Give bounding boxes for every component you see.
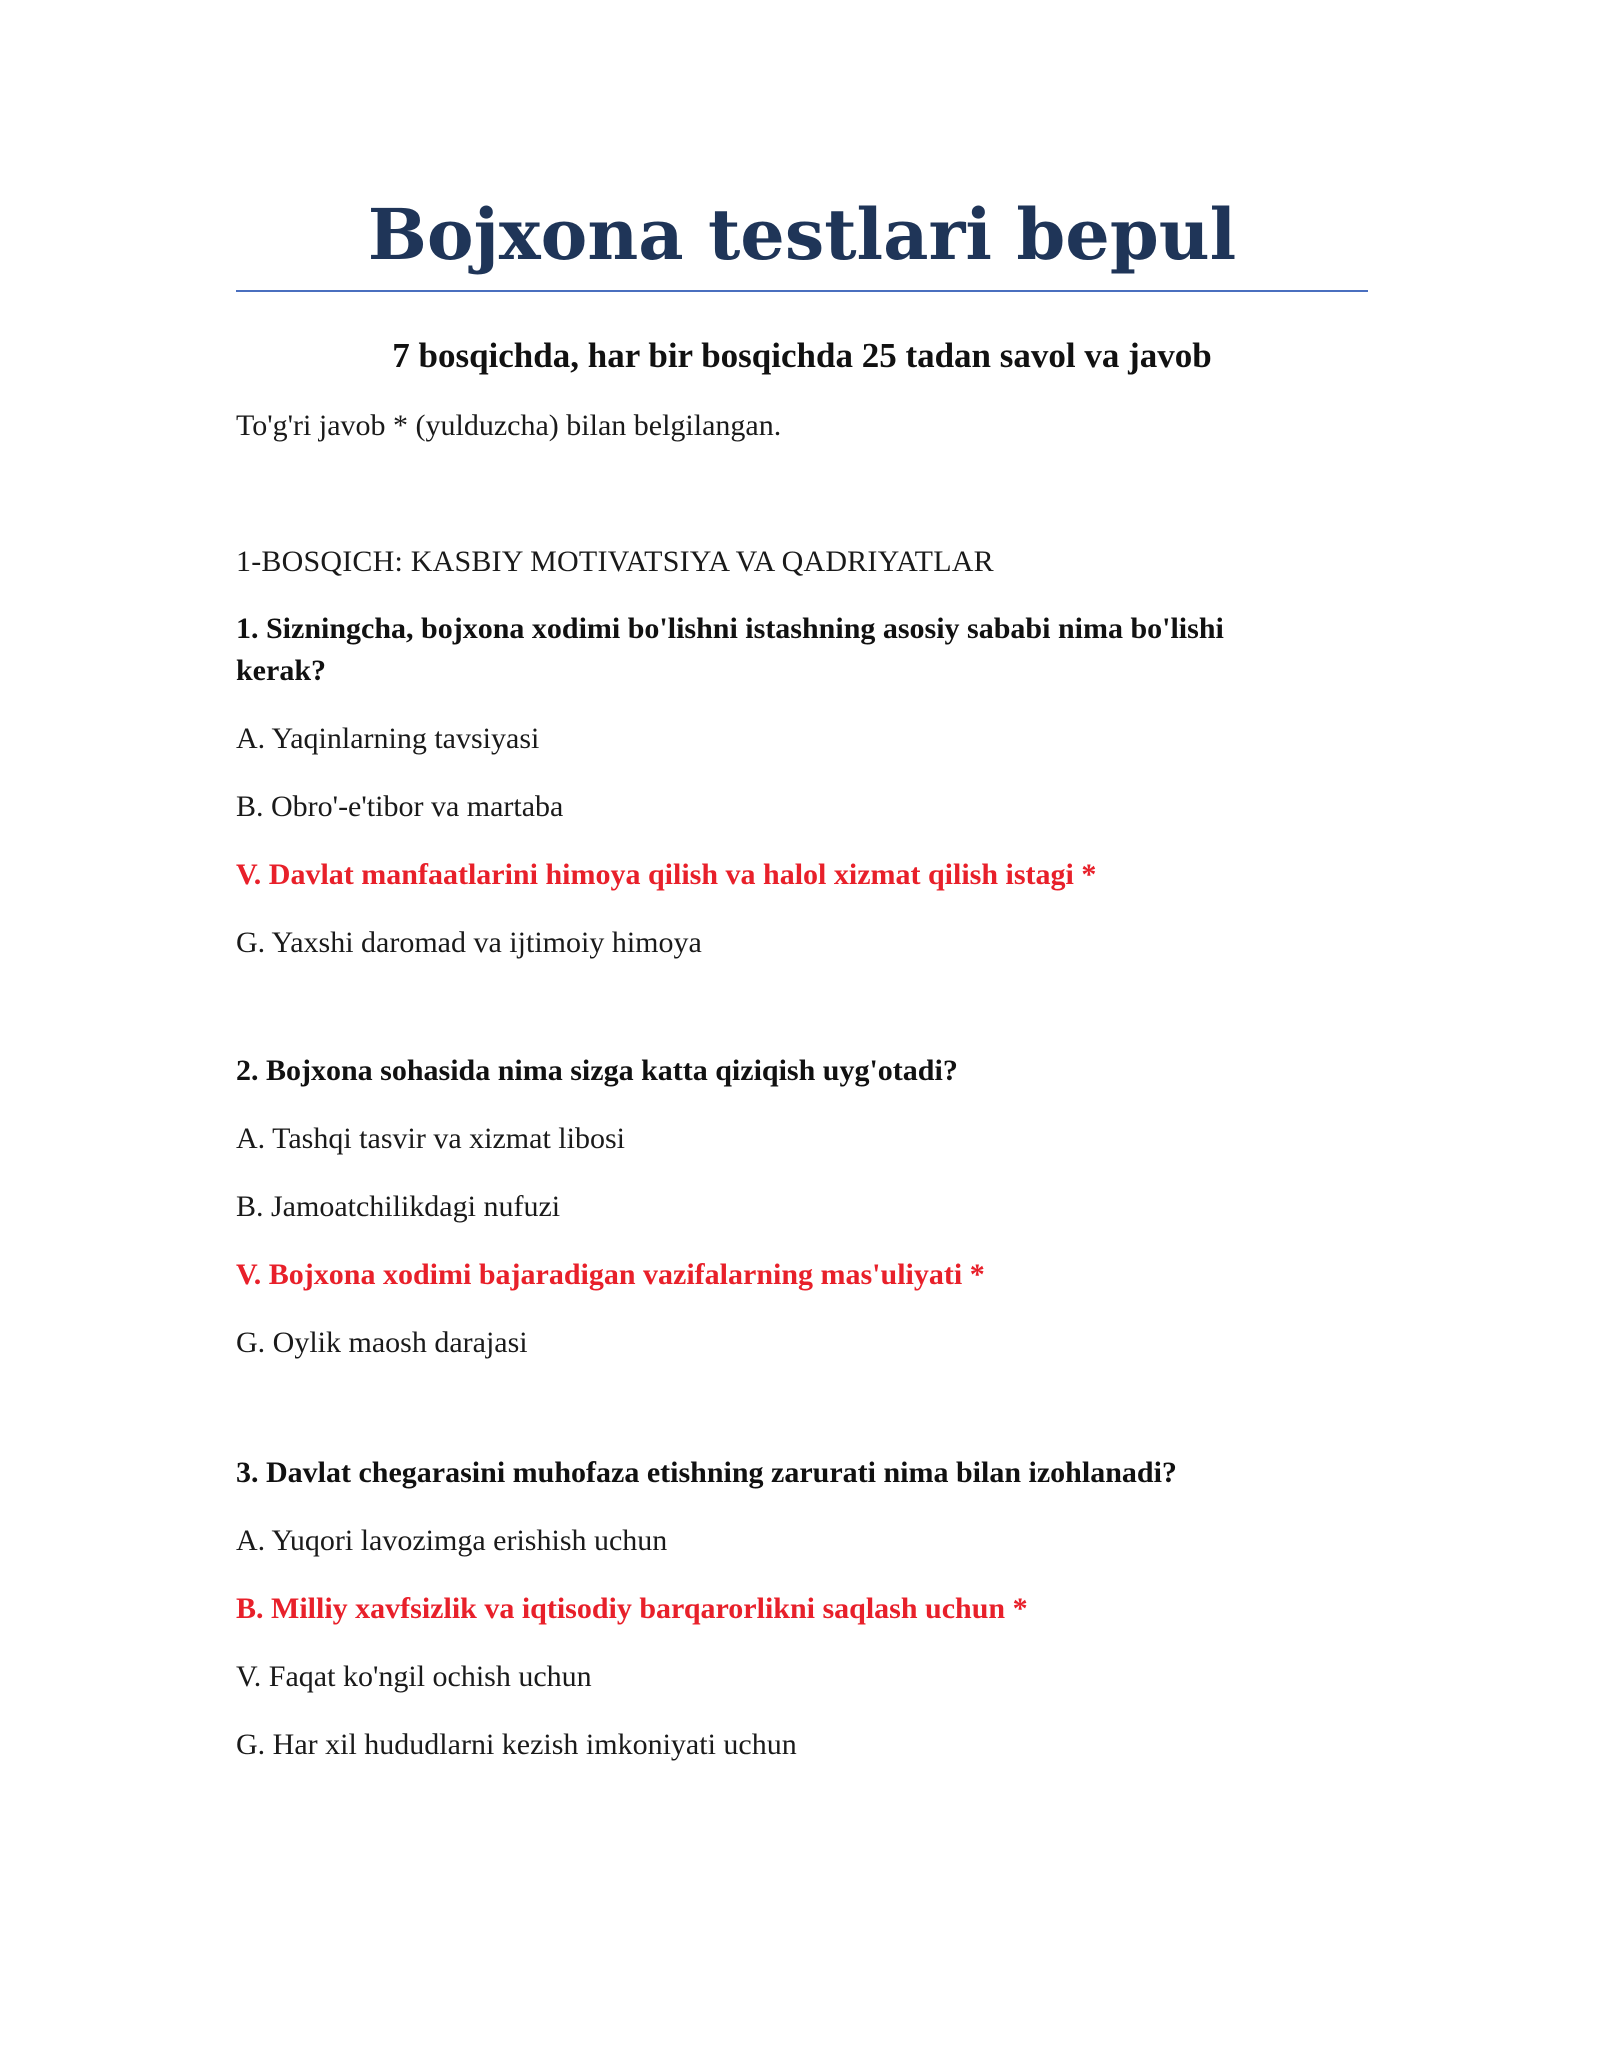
answer-option-correct: V. Bojxona xodimi bajaradigan vazifalarning mas'uliyati * bbox=[236, 1258, 985, 1291]
question-text: 2. Bojxona sohasida nima sizga katta qiziqish uyg'otadi? bbox=[236, 1054, 958, 1087]
answer-option: A. Yaqinlarning tavsiyasi bbox=[236, 722, 540, 755]
question-text: 3. Davlat chegarasini muhofaza etishning zarurati nima bilan izohlanadi? bbox=[236, 1456, 1177, 1489]
answer-option-correct: V. Davlat manfaatlarini himoya qilish va halol xizmat qilish istagi * bbox=[236, 858, 1097, 891]
intro-note: To'g'ri javob * (yulduzcha) bilan belgilangan. bbox=[236, 409, 782, 442]
answer-option: A. Tashqi tasvir va xizmat libosi bbox=[236, 1122, 625, 1155]
document-title: Bojxona testlari bepul bbox=[367, 193, 1237, 276]
question-text: 1. Sizningcha, bojxona xodimi bo'lishni istashning asosiy sababi nima bo'lishi kerak? bbox=[236, 612, 1224, 687]
section-heading: 1-BOSQICH: KASBIY MOTIVATSIYA VA QADRIYATLAR bbox=[236, 545, 994, 578]
answer-option: A. Yuqori lavozimga erishish uchun bbox=[236, 1524, 668, 1557]
answer-option: G. Har xil hududlarni kezish imkoniyati uchun bbox=[236, 1728, 797, 1761]
answer-option-correct: B. Milliy xavfsizlik va iqtisodiy barqarorlikni saqlash uchun * bbox=[236, 1592, 1028, 1625]
answer-option: V. Faqat ko'ngil ochish uchun bbox=[236, 1660, 592, 1693]
answer-option: G. Oylik maosh darajasi bbox=[236, 1326, 528, 1359]
answer-option: B. Jamoatchilikdagi nufuzi bbox=[236, 1190, 561, 1223]
question-block-3 bbox=[236, 1452, 1368, 1792]
document-subtitle: 7 bosqichda, har bir bosqichda 25 tadan savol va javob bbox=[392, 336, 1212, 375]
answer-option: G. Yaxshi daromad va ijtimoiy himoya bbox=[236, 926, 702, 959]
answer-option: B. Obro'-e'tibor va martaba bbox=[236, 790, 564, 823]
question-block-2 bbox=[236, 1050, 1368, 1390]
question-block-1 bbox=[236, 608, 1368, 990]
title-divider bbox=[236, 290, 1368, 292]
